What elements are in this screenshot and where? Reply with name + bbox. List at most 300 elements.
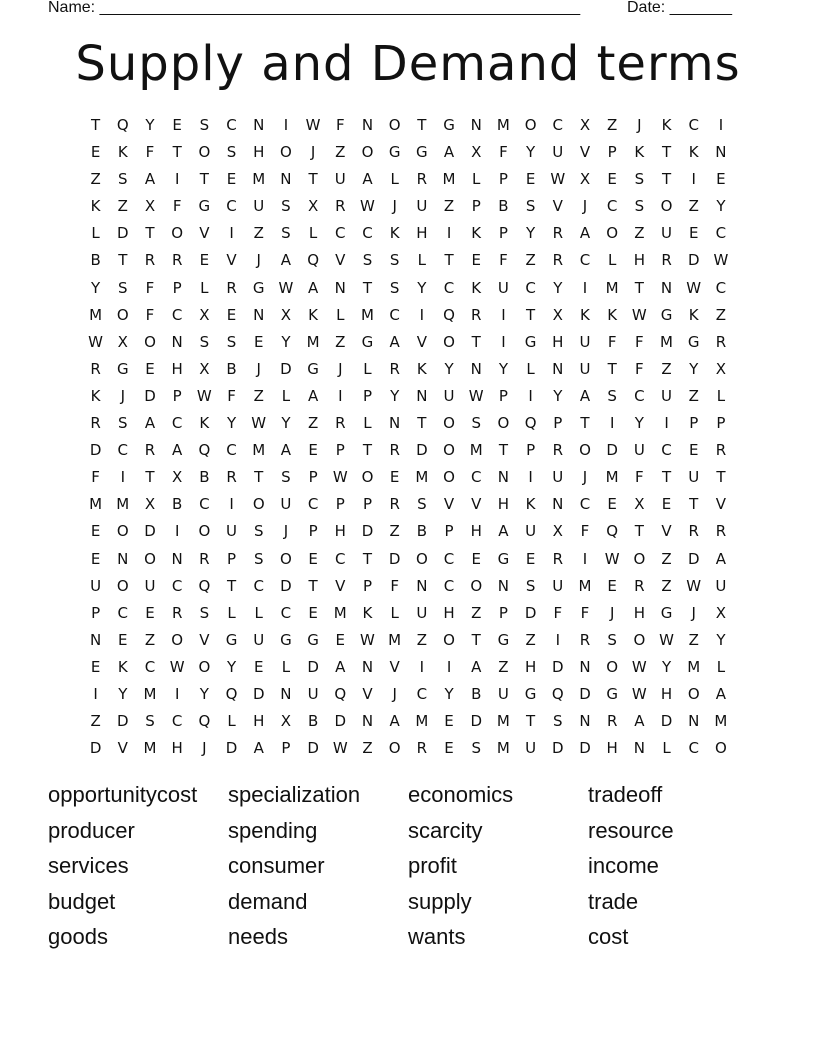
grid-letter: N xyxy=(171,332,183,351)
grid-letter: A xyxy=(280,251,292,270)
grid-letter: D xyxy=(117,224,129,243)
grid-letter: O xyxy=(252,495,265,514)
grid-letter: X xyxy=(144,495,156,514)
grid-letter: Z xyxy=(471,603,482,622)
grid-letter: S xyxy=(118,414,128,433)
grid-letter: C xyxy=(226,116,237,134)
grid-letter: F xyxy=(580,522,590,541)
grid-letter: E xyxy=(172,116,182,134)
grid-letter: E xyxy=(525,549,536,568)
grid-letter: C xyxy=(688,116,699,134)
grid-letter: S xyxy=(553,712,563,731)
grid-letter: L xyxy=(716,386,726,405)
grid-letter: K xyxy=(688,143,699,162)
grid-letter: L xyxy=(200,278,209,297)
grid-letter: B xyxy=(307,712,319,731)
grid-letter: R xyxy=(171,251,183,270)
grid-letter: O xyxy=(144,549,156,568)
grid-letter: Y xyxy=(91,278,101,297)
grid-letter: Z xyxy=(335,332,346,351)
grid-letter: K xyxy=(90,386,101,405)
grid-letter: L xyxy=(227,603,236,622)
grid-letter: S xyxy=(281,224,291,243)
grid-letter: F xyxy=(390,576,399,595)
grid-letter: K xyxy=(634,143,645,162)
grid-letter: R xyxy=(552,224,563,243)
grid-letter: U xyxy=(416,603,428,622)
grid-letter: M xyxy=(252,441,266,460)
grid-letter: D xyxy=(361,522,374,541)
grid-letter: M xyxy=(360,305,374,324)
grid-letter: P xyxy=(91,603,101,622)
grid-letter: Z xyxy=(253,224,264,243)
grid-letter: J xyxy=(256,251,261,270)
grid-letter: P xyxy=(498,386,508,405)
grid-letter: T xyxy=(254,468,264,487)
grid-letter: G xyxy=(687,332,700,351)
grid-letter: G xyxy=(307,359,319,378)
grid-letter: A xyxy=(362,170,373,189)
grid-letter: G xyxy=(198,197,211,216)
grid-letter: C xyxy=(280,603,292,622)
grid-letter: B xyxy=(172,495,183,514)
grid-letter: Z xyxy=(661,549,672,568)
grid-letter: G xyxy=(280,630,292,649)
grid-letter: L xyxy=(254,603,263,622)
grid-letter: E xyxy=(308,441,318,460)
grid-letter: U xyxy=(552,576,564,595)
grid-letter: S xyxy=(389,251,400,270)
grid-letter: C xyxy=(715,278,727,297)
grid-letter: O xyxy=(198,657,211,676)
grid-letter: U xyxy=(144,576,156,595)
word-bank-item: profit xyxy=(408,853,457,878)
grid-letter: H xyxy=(171,739,183,758)
header xyxy=(48,0,768,20)
grid-letter: Y xyxy=(145,116,155,134)
grid-letter: R xyxy=(144,441,156,460)
grid-letter: P xyxy=(308,522,318,541)
grid-letter: R xyxy=(715,332,727,351)
grid-letter: M xyxy=(469,441,483,460)
grid-letter: G xyxy=(497,630,510,649)
grid-letter: O xyxy=(660,197,673,216)
grid-letter: D xyxy=(334,712,347,731)
grid-letter: F xyxy=(227,386,236,405)
grid-letter: L xyxy=(91,224,100,243)
grid-letter: V xyxy=(715,495,727,514)
grid-letter: P xyxy=(172,386,182,405)
grid-letter: Y xyxy=(526,224,536,243)
grid-letter: R xyxy=(90,359,101,378)
grid-letter: O xyxy=(443,630,455,649)
grid-letter: U xyxy=(633,441,645,460)
grid-letter: T xyxy=(362,441,373,460)
grid-letter: I xyxy=(582,549,588,568)
grid-letter: N xyxy=(552,359,564,378)
grid-letter: R xyxy=(226,278,237,297)
grid-letter: U xyxy=(661,224,673,243)
grid-letter: D xyxy=(660,712,673,731)
grid-letter: F xyxy=(553,603,563,622)
grid-letter: I xyxy=(174,522,180,541)
grid-letter: I xyxy=(446,657,452,676)
grid-letter: R xyxy=(171,603,183,622)
grid-letter: X xyxy=(280,305,292,324)
grid-letter: O xyxy=(633,549,646,568)
grid-letter: I xyxy=(582,278,588,297)
grid-letter: V xyxy=(471,495,482,514)
grid-letter: N xyxy=(334,278,346,297)
grid-letter: M xyxy=(496,116,510,134)
grid-letter: M xyxy=(605,278,619,297)
grid-letter: Y xyxy=(444,684,454,703)
grid-letter: O xyxy=(579,441,591,460)
grid-letter: P xyxy=(227,549,237,568)
word-bank-item: supply xyxy=(408,888,472,914)
grid-letter: C xyxy=(307,495,319,514)
grid-letter: N xyxy=(470,359,482,378)
grid-letter: C xyxy=(117,441,129,460)
grid-letter: P xyxy=(362,576,372,595)
grid-letter: B xyxy=(498,197,509,216)
grid-letter: Y xyxy=(526,143,536,162)
grid-letter: D xyxy=(89,441,102,460)
grid-letter: A xyxy=(579,386,591,405)
grid-letter: Q xyxy=(606,522,619,541)
grid-letter: Y xyxy=(661,657,672,676)
grid-letter: K xyxy=(90,197,101,216)
grid-letter: W xyxy=(631,305,647,324)
grid-letter: M xyxy=(143,684,157,703)
grid-letter: B xyxy=(471,684,482,703)
grid-letter: U xyxy=(525,739,537,758)
grid-letter: J xyxy=(120,386,125,405)
word-bank-item: trade xyxy=(588,888,639,914)
grid-letter: O xyxy=(497,414,510,433)
grid-letter: L xyxy=(417,251,427,270)
grid-letter: V xyxy=(579,143,591,162)
grid-letter: C xyxy=(253,576,264,595)
word-bank-item: tradeoff xyxy=(588,782,663,807)
grid-letter: E xyxy=(688,441,699,460)
grid-letter: N xyxy=(470,116,482,134)
grid-letter: E xyxy=(389,468,400,487)
grid-letter: T xyxy=(362,549,373,568)
grid-letter: F xyxy=(172,197,182,216)
grid-letter: V xyxy=(117,739,128,758)
grid-letter: M xyxy=(143,739,157,758)
grid-letter: Q xyxy=(198,576,211,595)
grid-letter: U xyxy=(443,386,455,405)
grid-letter: R xyxy=(606,712,618,731)
grid-letter: G xyxy=(524,684,537,703)
grid-letter: Y xyxy=(553,386,563,405)
grid-letter: T xyxy=(471,332,481,351)
grid-letter: Z xyxy=(525,630,536,649)
grid-letter: N xyxy=(416,386,428,405)
grid-letter: O xyxy=(606,224,619,243)
grid-letter: G xyxy=(416,143,428,162)
grid-letter: T xyxy=(661,468,672,487)
grid-letter: C xyxy=(661,441,672,460)
grid-letter: Z xyxy=(661,576,672,595)
grid-letter: S xyxy=(634,170,645,189)
grid-letter: D xyxy=(307,657,319,676)
grid-letter: S xyxy=(525,197,536,216)
grid-letter: L xyxy=(662,739,671,758)
grid-letter: R xyxy=(389,441,400,460)
grid-letter: C xyxy=(443,576,455,595)
grid-letter: H xyxy=(253,143,265,162)
grid-letter: K xyxy=(117,657,128,676)
grid-letter: M xyxy=(388,630,402,649)
grid-letter: S xyxy=(145,712,155,731)
grid-letter: K xyxy=(362,603,373,622)
grid-letter: T xyxy=(661,143,672,162)
grid-letter: D xyxy=(687,251,700,270)
grid-letter: P xyxy=(607,143,617,162)
grid-letter: A xyxy=(307,386,319,405)
grid-letter: X xyxy=(579,116,591,134)
grid-letter: R xyxy=(389,495,400,514)
grid-letter: O xyxy=(116,576,129,595)
grid-letter: H xyxy=(470,522,482,541)
grid-letter: M xyxy=(442,170,456,189)
grid-letter: A xyxy=(389,332,400,351)
grid-letter: J xyxy=(310,143,316,162)
grid-letter: O xyxy=(388,739,401,758)
grid-letter: E xyxy=(607,576,617,595)
grid-letter: V xyxy=(416,332,427,351)
grid-letter: F xyxy=(145,305,155,324)
grid-letter: W xyxy=(631,657,647,676)
grid-letter: R xyxy=(144,251,156,270)
grid-letter: O xyxy=(443,441,455,460)
grid-letter: G xyxy=(497,549,510,568)
grid-letter: C xyxy=(443,278,455,297)
grid-letter: D xyxy=(416,441,428,460)
grid-letter: R xyxy=(688,522,699,541)
grid-letter: H xyxy=(171,359,183,378)
grid-letter: T xyxy=(145,224,155,243)
grid-letter: L xyxy=(607,251,617,270)
grid-letter: E xyxy=(688,224,699,243)
grid-letter: A xyxy=(280,441,292,460)
grid-letter: R xyxy=(226,468,237,487)
grid-letter: N xyxy=(416,576,428,595)
grid-letter: C xyxy=(579,251,591,270)
grid-letter: N xyxy=(633,739,645,758)
word-bank-item: needs xyxy=(228,924,288,949)
grid-letter: Z xyxy=(362,739,373,758)
grid-letter: Z xyxy=(253,386,264,405)
grid-letter: G xyxy=(225,630,238,649)
grid-letter: R xyxy=(416,170,428,189)
grid-letter: K xyxy=(525,495,536,514)
word-bank-item: income xyxy=(588,853,659,878)
grid-letter: N xyxy=(280,170,292,189)
grid-letter: F xyxy=(635,359,644,378)
grid-letter: V xyxy=(661,522,672,541)
grid-letter: N xyxy=(89,630,102,649)
word-bank-item: resource xyxy=(588,817,674,843)
grid-letter: H xyxy=(524,657,537,676)
grid-letter: Y xyxy=(716,197,726,216)
grid-letter: T xyxy=(689,495,699,514)
grid-letter: Z xyxy=(661,359,672,378)
grid-letter: X xyxy=(280,712,292,731)
grid-letter: Y xyxy=(199,684,209,703)
grid-letter: O xyxy=(715,739,727,758)
word-bank-item: consumer xyxy=(228,853,325,878)
grid-letter: C xyxy=(416,684,428,703)
grid-letter: O xyxy=(388,116,401,134)
grid-letter: E xyxy=(226,170,237,189)
grid-letter: U xyxy=(552,143,564,162)
grid-letter: G xyxy=(388,143,401,162)
grid-letter: M xyxy=(415,468,429,487)
grid-letter: I xyxy=(229,224,234,243)
grid-letter: R xyxy=(634,576,645,595)
name-field: Name: ______________________________________________________ xyxy=(48,0,581,16)
grid-letter: C xyxy=(552,116,564,134)
grid-letter: H xyxy=(660,684,673,703)
grid-letter: M xyxy=(415,712,429,731)
grid-letter: S xyxy=(118,278,128,297)
grid-letter: X xyxy=(199,359,210,378)
grid-letter: O xyxy=(470,576,483,595)
grid-letter: A xyxy=(335,657,346,676)
grid-letter: Y xyxy=(281,332,291,351)
grid-letter: E xyxy=(444,739,454,758)
grid-letter: X xyxy=(715,603,727,622)
grid-letter: A xyxy=(579,224,591,243)
grid-letter: E xyxy=(607,170,617,189)
grid-letter: K xyxy=(308,305,319,324)
grid-letter: I xyxy=(419,657,425,676)
grid-letter: P xyxy=(308,468,318,487)
grid-letter: X xyxy=(552,305,563,324)
grid-letter: I xyxy=(501,332,506,351)
grid-letter: C xyxy=(606,197,618,216)
grid-letter: W xyxy=(169,657,185,676)
grid-letter: T xyxy=(634,278,644,297)
grid-letter: U xyxy=(661,386,673,405)
grid-letter: E xyxy=(716,170,726,189)
grid-letter: K xyxy=(416,359,427,378)
grid-letter: V xyxy=(226,251,237,270)
grid-letter: Z xyxy=(307,414,319,433)
grid-letter: F xyxy=(335,116,345,134)
grid-letter: I xyxy=(419,305,425,324)
grid-letter: C xyxy=(634,386,645,405)
grid-letter: B xyxy=(199,468,210,487)
grid-letter: A xyxy=(471,657,482,676)
grid-letter: N xyxy=(171,549,183,568)
grid-letter: P xyxy=(335,441,345,460)
grid-letter: F xyxy=(499,143,508,162)
grid-letter: A xyxy=(498,522,509,541)
grid-letter: R xyxy=(389,359,400,378)
grid-letter: I xyxy=(229,495,234,514)
grid-letter: I xyxy=(691,170,696,189)
grid-letter: M xyxy=(578,576,592,595)
grid-letter: Z xyxy=(389,522,400,541)
grid-letter: W xyxy=(686,576,702,595)
grid-letter: D xyxy=(117,712,129,731)
grid-letter: D xyxy=(307,739,319,758)
grid-letter: N xyxy=(579,657,591,676)
grid-letter: X xyxy=(144,197,156,216)
grid-letter: W xyxy=(468,386,484,405)
word-bank xyxy=(48,778,768,956)
grid-letter: V xyxy=(199,630,210,649)
grid-letter: D xyxy=(579,684,591,703)
grid-letter: S xyxy=(199,116,210,134)
grid-letter: P xyxy=(498,224,508,243)
grid-letter: W xyxy=(686,278,702,297)
grid-letter: C xyxy=(579,495,591,514)
grid-letter: E xyxy=(90,657,101,676)
grid-letter: E xyxy=(118,630,128,649)
grid-letter: E xyxy=(90,549,101,568)
grid-letter: D xyxy=(252,684,265,703)
grid-letter: S xyxy=(281,197,291,216)
grid-letter: O xyxy=(443,468,455,487)
grid-letter: Y xyxy=(444,359,454,378)
grid-letter: C xyxy=(362,224,373,243)
grid-letter: T xyxy=(145,468,155,487)
grid-letter: S xyxy=(199,603,210,622)
grid-letter: G xyxy=(524,332,537,351)
grid-letter: W xyxy=(550,170,566,189)
grid-letter: S xyxy=(471,739,481,758)
grid-letter: T xyxy=(716,468,726,487)
word-bank-item: producer xyxy=(48,817,135,843)
grid-letter: F xyxy=(499,251,508,270)
grid-letter: O xyxy=(280,549,292,568)
grid-letter: X xyxy=(117,332,128,351)
grid-letter: W xyxy=(713,251,729,270)
grid-letter: S xyxy=(389,278,400,297)
grid-letter: X xyxy=(715,359,727,378)
grid-letter: K xyxy=(389,224,400,243)
grid-letter: I xyxy=(120,468,125,487)
grid-letter: O xyxy=(687,684,700,703)
grid-letter: W xyxy=(332,468,348,487)
grid-letter: Z xyxy=(117,197,128,216)
grid-letter: K xyxy=(117,143,128,162)
grid-letter: A xyxy=(389,712,400,731)
grid-letter: R xyxy=(90,414,101,433)
grid-letter: U xyxy=(90,576,102,595)
grid-letter: E xyxy=(253,657,264,676)
grid-letter: E xyxy=(145,359,155,378)
grid-letter: F xyxy=(145,143,155,162)
grid-letter: R xyxy=(661,251,672,270)
grid-letter: R xyxy=(552,549,563,568)
grid-letter: C xyxy=(171,712,183,731)
grid-letter: O xyxy=(524,116,537,134)
grid-letter: N xyxy=(280,684,292,703)
grid-letter: S xyxy=(362,251,373,270)
grid-letter: N xyxy=(361,116,374,134)
grid-letter: U xyxy=(280,495,292,514)
grid-letter: X xyxy=(172,468,183,487)
grid-letter: U xyxy=(307,684,319,703)
grid-letter: T xyxy=(91,116,101,134)
